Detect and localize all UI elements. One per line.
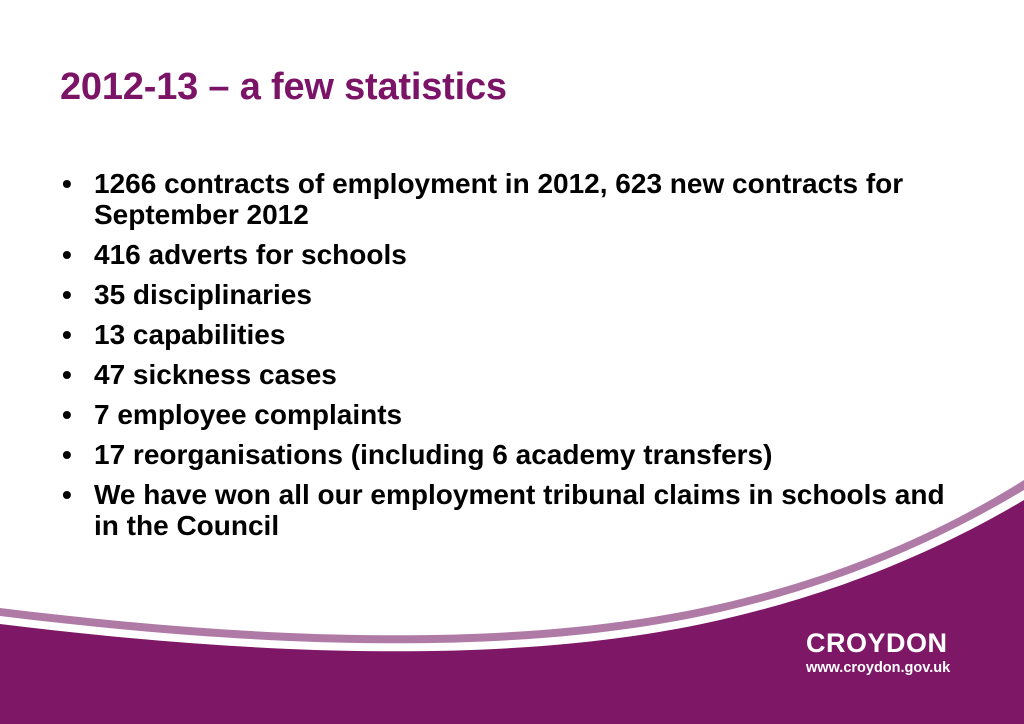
list-item (58, 439, 958, 470)
bullet-icon: • (62, 168, 72, 199)
list-item (58, 168, 958, 230)
bullet-icon: • (62, 439, 72, 470)
logo-name: CROYDON (806, 628, 948, 658)
bullet-text: 13 capabilities (94, 319, 286, 350)
list-item (58, 279, 958, 310)
bullet-icon: • (62, 319, 72, 350)
list-item (58, 399, 958, 430)
bullet-text: 7 employee complaints (94, 399, 403, 430)
statistics-list (58, 168, 958, 550)
list-item (58, 239, 958, 270)
bullet-text: 17 reorganisations (including 6 academy transfers) (94, 439, 773, 470)
bullet-text: 1266 contracts of employment in 2012, 623 new contracts for September 2012 (94, 168, 904, 230)
list-item (58, 319, 958, 350)
list-item (58, 359, 958, 390)
bullet-text: 47 sickness cases (94, 359, 337, 390)
logo-url: www.croydon.gov.uk (806, 660, 951, 676)
bullet-text: 35 disciplinaries (94, 279, 312, 310)
bullet-icon: • (62, 399, 72, 430)
bullet-icon: • (62, 239, 72, 270)
slide-title: 2012-13 – a few statistics (60, 66, 507, 108)
croydon-logo (806, 628, 986, 678)
list-item (58, 479, 958, 541)
bullet-icon: • (62, 279, 72, 310)
bullet-icon: • (62, 479, 72, 510)
bullet-text: 416 adverts for schools (94, 239, 407, 270)
bullet-text: We have won all our employment tribunal claims in schools and in the Council (94, 479, 945, 541)
bullet-icon: • (62, 359, 72, 390)
